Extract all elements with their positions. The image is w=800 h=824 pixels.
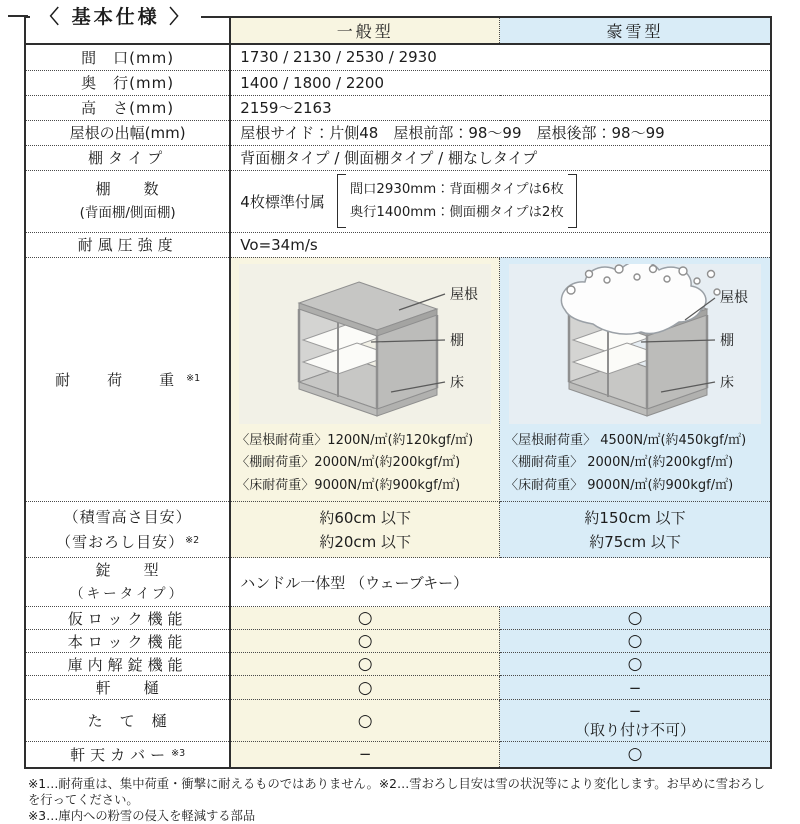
load-shelf-heavy-snow: 〈棚耐荷重〉 2000N/㎡(約200kgf/㎡) — [505, 455, 734, 470]
shelf-count-value-wrap — [240, 174, 764, 228]
main-lock-general: ○ — [230, 630, 499, 653]
snow-height-label: （積雪高さ目安） — [63, 508, 192, 526]
soffit-cover-general: − — [230, 742, 499, 768]
spec-row-down-pipe — [25, 700, 771, 742]
load-floor-heavy-snow: 〈床耐荷重〉 9000N/㎡(約900kgf/㎡) — [505, 477, 734, 493]
load-capacity-general-cell — [230, 257, 499, 502]
row-label — [25, 558, 230, 607]
spec-sheet — [24, 6, 772, 824]
load-capacity-heavy-snow-cell — [500, 257, 771, 502]
snow-removal-label: （雪おろし目安）$^{※2}$ — [56, 533, 200, 551]
spec-row-snow-height — [25, 502, 771, 558]
spec-table — [24, 16, 772, 769]
row-value: 屋根サイド：片側48 屋根前部：98〜99 屋根後部：98〜99 — [230, 120, 771, 145]
page-title-wrap — [30, 2, 201, 29]
spec-row-roof-overhang — [25, 120, 771, 145]
footnote-mark-1: ※1 — [186, 372, 201, 384]
row-value: 1400 / 1800 / 2200 — [230, 70, 771, 95]
footnote-line-1: ※1…耐荷重は、集中荷重・衝撃に耐えるものではありません。※2…雪おろし目安は雪の状況等により変化します。お早めに雪おろしを行ってください。 — [28, 776, 765, 807]
row-label: 間 口(mm) — [25, 44, 230, 70]
spec-row-eaves-gutter — [25, 676, 771, 700]
diagram-label-shelf: 棚 — [720, 332, 735, 349]
spec-row-shelf-count — [25, 170, 771, 232]
load-values-general — [231, 428, 499, 502]
temp-lock-general: ○ — [230, 607, 499, 630]
load-roof-general: 〈屋根耐荷重〉1200N/㎡(約120kgf/㎡) — [236, 432, 474, 448]
shed-diagram-general — [239, 264, 491, 424]
diagram-label-roof: 屋根 — [450, 286, 479, 303]
footnote-mark-3: ※3 — [171, 747, 186, 759]
soffit-cover-heavy-snow: ○ — [500, 742, 771, 768]
lock-type-label: 錠 型 — [95, 561, 160, 579]
load-shelf-general: 〈棚耐荷重〉2000N/㎡(約200kgf/㎡) — [236, 455, 461, 470]
row-label — [25, 257, 230, 502]
inside-unlock-heavy-snow: ○ — [500, 653, 771, 676]
temp-lock-heavy-snow: ○ — [500, 607, 771, 630]
spec-row-wind-resistance — [25, 232, 771, 257]
spec-row-frontage — [25, 44, 771, 70]
row-label: 仮ロック機能 — [25, 607, 230, 630]
column-header-general: 一般型 — [230, 17, 499, 44]
row-value: 1730 / 2130 / 2530 / 2930 — [230, 44, 771, 70]
column-header-heavy-snow: 豪雪型 — [500, 17, 771, 44]
diagram-label-floor: 床 — [450, 374, 465, 391]
spec-row-height — [25, 95, 771, 120]
shelf-count-label: 棚 数 — [95, 180, 160, 198]
shelf-count-sublabel: (背面棚/側面棚) — [79, 205, 176, 221]
shelf-count-note-bracket — [337, 174, 577, 228]
load-roof-heavy-snow: 〈屋根耐荷重〉 4500N/㎡(約450kgf/㎡) — [505, 432, 747, 448]
diagram-label-roof: 屋根 — [720, 289, 749, 306]
snow-height-heavy-snow: 約150cm 以下 約75cm 以下 — [500, 502, 771, 558]
row-value — [230, 170, 771, 232]
load-values-heavy-snow — [500, 428, 770, 502]
shed-diagram-heavy-snow — [509, 264, 761, 424]
row-label: た て 樋 — [25, 700, 230, 742]
diagram-label-floor: 床 — [720, 374, 735, 391]
main-lock-heavy-snow: ○ — [500, 630, 771, 653]
soffit-cover-label: 軒天カバー — [70, 745, 171, 764]
spec-row-lock-type — [25, 558, 771, 607]
shelf-count-note-1: 間口2930mm：背面棚タイプは6枚 — [349, 182, 564, 197]
row-label: 屋根の出幅(mm) — [25, 120, 230, 145]
page-title: 〈 基本仕様 〉 — [40, 6, 192, 28]
row-label — [25, 170, 230, 232]
row-label: 奥 行(mm) — [25, 70, 230, 95]
down-pipe-heavy-snow: − （取り付け不可） — [500, 700, 771, 742]
row-label: 軒 樋 — [25, 676, 230, 700]
row-label: 耐風圧強度 — [25, 232, 230, 257]
row-value: 背面棚タイプ / 側面棚タイプ / 棚なしタイプ — [230, 145, 771, 170]
load-capacity-label: 耐 荷 重 — [55, 370, 186, 389]
spec-row-temp-lock — [25, 607, 771, 630]
snow-height-general: 約60cm 以下 約20cm 以下 — [230, 502, 499, 558]
row-value: 2159〜2163 — [230, 95, 771, 120]
row-label: 本ロック機能 — [25, 630, 230, 653]
spec-row-soffit-cover — [25, 742, 771, 768]
row-label: 庫内解錠機能 — [25, 653, 230, 676]
spec-row-load-capacity — [25, 257, 771, 502]
row-label: 棚タイプ — [25, 145, 230, 170]
down-pipe-general: ○ — [230, 700, 499, 742]
row-label — [25, 502, 230, 558]
row-value: Vo=34m/s — [230, 232, 771, 257]
inside-unlock-general: ○ — [230, 653, 499, 676]
footnote-line-2: ※3…庫内への粉雪の侵入を軽減する部品 — [28, 808, 256, 823]
diagram-label-shelf: 棚 — [450, 332, 465, 349]
shelf-count-note-2: 奥行1400mm：側面棚タイプは2枚 — [349, 205, 564, 220]
spec-row-depth — [25, 70, 771, 95]
spec-row-main-lock — [25, 630, 771, 653]
title-lead-line — [8, 15, 28, 17]
eaves-gutter-heavy-snow: − — [500, 676, 771, 700]
row-label: 高 さ(mm) — [25, 95, 230, 120]
row-label — [25, 742, 230, 768]
spec-row-shelf-type — [25, 145, 771, 170]
shelf-count-standard: 4枚標準付属 — [240, 192, 325, 211]
footnote-mark-2: ※2 — [185, 535, 200, 546]
load-floor-general: 〈床耐荷重〉9000N/㎡(約900kgf/㎡) — [236, 477, 461, 493]
row-value: ハンドル一体型 （ウェーブキー） — [230, 558, 771, 607]
eaves-gutter-general: ○ — [230, 676, 499, 700]
spec-row-inside-unlock — [25, 653, 771, 676]
lock-type-sublabel: （キータイプ） — [70, 586, 186, 602]
